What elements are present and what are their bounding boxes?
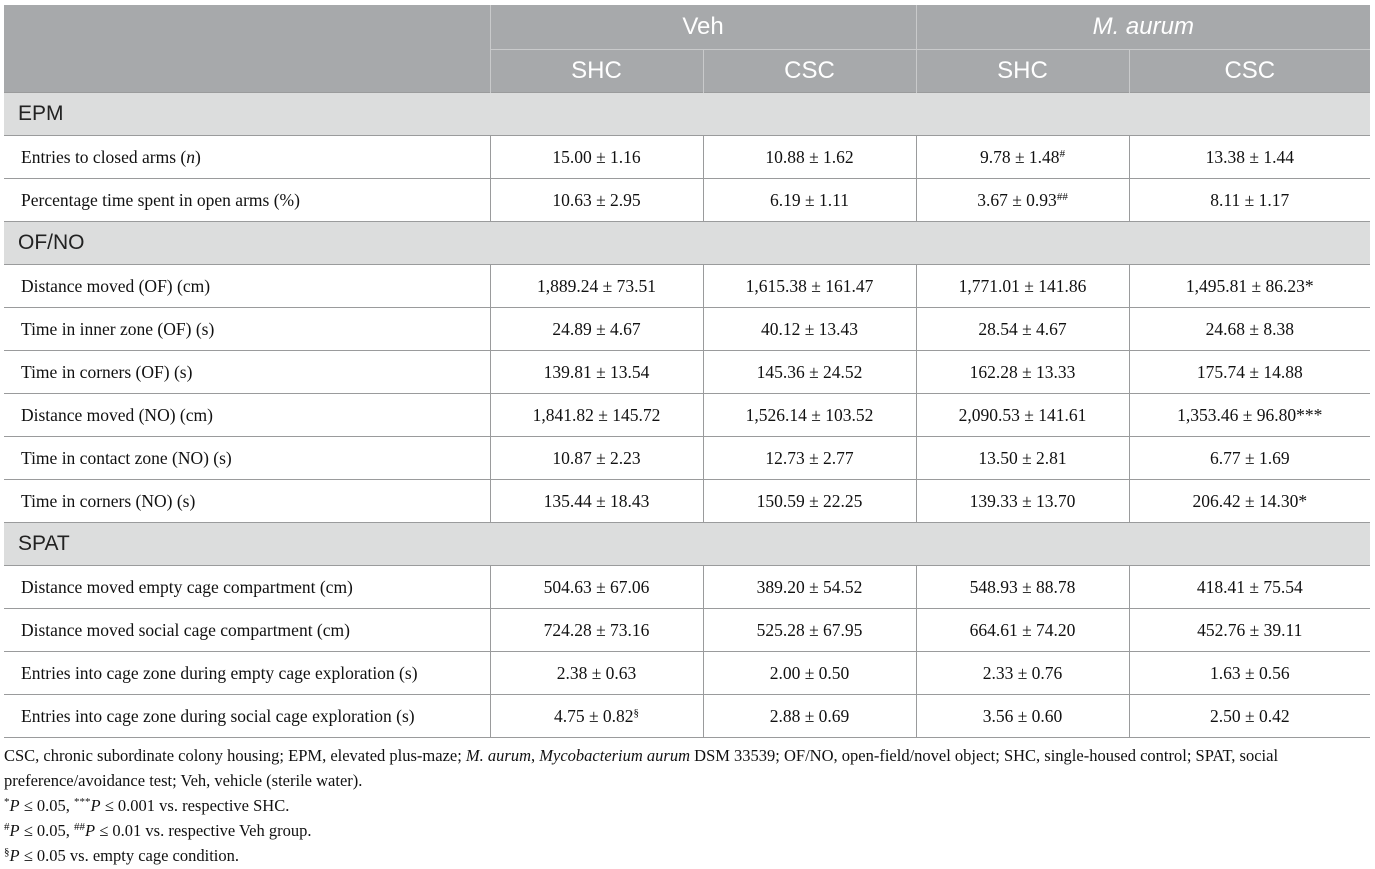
- table-row: [4, 652, 1370, 695]
- table-cell: 12.73 ± 2.77: [703, 437, 916, 480]
- table-cell: 150.59 ± 22.25: [703, 480, 916, 523]
- header-row-subcols: [4, 50, 1370, 93]
- table-row: [4, 179, 1370, 222]
- table-cell: 1.63 ± 0.56: [1129, 652, 1370, 695]
- table-cell: 389.20 ± 54.52: [703, 566, 916, 609]
- table-cell: 13.50 ± 2.81: [916, 437, 1129, 480]
- table-row: [4, 480, 1370, 523]
- table-cell: 2,090.53 ± 141.61: [916, 394, 1129, 437]
- table-cell: 139.33 ± 13.70: [916, 480, 1129, 523]
- table-row: [4, 308, 1370, 351]
- footnote-empty-cage: §P ≤ 0.05 vs. empty cage condition.: [4, 846, 239, 865]
- table-row: [4, 566, 1370, 609]
- row-label: Entries into cage zone during empty cage exploration (s): [4, 652, 490, 695]
- header-group-maurum: M. aurum: [916, 5, 1370, 50]
- header-blank-2: [4, 50, 490, 93]
- row-label: Distance moved social cage compartment (cm): [4, 609, 490, 652]
- table-cell: 162.28 ± 13.33: [916, 351, 1129, 394]
- row-label: Time in corners (NO) (s): [4, 480, 490, 523]
- table-cell: 40.12 ± 13.43: [703, 308, 916, 351]
- table-cell: 1,889.24 ± 73.51: [490, 265, 703, 308]
- header-subcol: SHC: [490, 50, 703, 93]
- table-cell: 24.68 ± 8.38: [1129, 308, 1370, 351]
- table-cell: 548.93 ± 88.78: [916, 566, 1129, 609]
- row-label: Time in inner zone (OF) (s): [4, 308, 490, 351]
- row-label: Entries to closed arms (n): [4, 136, 490, 179]
- table-cell: 175.74 ± 14.88: [1129, 351, 1370, 394]
- table-cell: 145.36 ± 24.52: [703, 351, 916, 394]
- section-title: EPM: [4, 93, 1370, 136]
- table-cell: 206.42 ± 14.30*: [1129, 480, 1370, 523]
- section-row: [4, 222, 1370, 265]
- table-cell: 2.33 ± 0.76: [916, 652, 1129, 695]
- table-cell: 135.44 ± 18.43: [490, 480, 703, 523]
- table-cell: 6.77 ± 1.69: [1129, 437, 1370, 480]
- table-cell: 2.00 ± 0.50: [703, 652, 916, 695]
- table-row: [4, 265, 1370, 308]
- table-row: [4, 437, 1370, 480]
- table-row: [4, 136, 1370, 179]
- table-cell: 10.88 ± 1.62: [703, 136, 916, 179]
- table-row: [4, 609, 1370, 652]
- table-cell: 2.38 ± 0.63: [490, 652, 703, 695]
- footnote-abbreviations: CSC, chronic subordinate colony housing; EPM, elevated plus-maze; M. aurum, Mycobacterium aurum DSM 33539; OF/NO, open-field/novel object; SHC, single-housed control; SPAT, social preference/avoidance test; Veh, vehicle (sterile water).: [4, 746, 1279, 790]
- header-group-veh: Veh: [490, 5, 916, 50]
- table-cell: 2.50 ± 0.42: [1129, 695, 1370, 738]
- table-cell: 24.89 ± 4.67: [490, 308, 703, 351]
- row-label: Entries into cage zone during social cage exploration (s): [4, 695, 490, 738]
- footnote-shc: *P ≤ 0.05, ***P ≤ 0.001 vs. respective SHC.: [4, 796, 290, 815]
- section-title: SPAT: [4, 523, 1370, 566]
- table-cell: 4.75 ± 0.82§: [490, 695, 703, 738]
- table-cell: 10.63 ± 2.95: [490, 179, 703, 222]
- table-cell: 2.88 ± 0.69: [703, 695, 916, 738]
- table-cell: 28.54 ± 4.67: [916, 308, 1129, 351]
- table-cell: 10.87 ± 2.23: [490, 437, 703, 480]
- header-subcol: CSC: [1129, 50, 1370, 93]
- table-cell: 139.81 ± 13.54: [490, 351, 703, 394]
- table-footnotes: [4, 743, 1370, 868]
- table-row: [4, 394, 1370, 437]
- table-cell: 6.19 ± 1.11: [703, 179, 916, 222]
- row-label: Distance moved (NO) (cm): [4, 394, 490, 437]
- table-cell: 8.11 ± 1.17: [1129, 179, 1370, 222]
- row-label: Time in corners (OF) (s): [4, 351, 490, 394]
- section-title: OF/NO: [4, 222, 1370, 265]
- table-body: [4, 93, 1370, 738]
- table-cell: 452.76 ± 39.11: [1129, 609, 1370, 652]
- row-label: Distance moved (OF) (cm): [4, 265, 490, 308]
- table-row: [4, 351, 1370, 394]
- table-cell: 1,615.38 ± 161.47: [703, 265, 916, 308]
- table-cell: 1,526.14 ± 103.52: [703, 394, 916, 437]
- table-cell: 3.56 ± 0.60: [916, 695, 1129, 738]
- table-cell: 15.00 ± 1.16: [490, 136, 703, 179]
- table-cell: 504.63 ± 67.06: [490, 566, 703, 609]
- row-label: Distance moved empty cage compartment (cm): [4, 566, 490, 609]
- results-table: [4, 5, 1370, 738]
- header-row-groups: [4, 5, 1370, 50]
- table-cell: 724.28 ± 73.16: [490, 609, 703, 652]
- row-label: Percentage time spent in open arms (%): [4, 179, 490, 222]
- row-label: Time in contact zone (NO) (s): [4, 437, 490, 480]
- section-row: [4, 523, 1370, 566]
- table-row: [4, 695, 1370, 738]
- header-subcol: SHC: [916, 50, 1129, 93]
- section-row: [4, 93, 1370, 136]
- header-subcol: CSC: [703, 50, 916, 93]
- table-cell: 9.78 ± 1.48#: [916, 136, 1129, 179]
- table-cell: 664.61 ± 74.20: [916, 609, 1129, 652]
- table-cell: 1,771.01 ± 141.86: [916, 265, 1129, 308]
- header-blank: [4, 5, 490, 50]
- table-cell: 13.38 ± 1.44: [1129, 136, 1370, 179]
- footnote-veh: #P ≤ 0.05, ##P ≤ 0.01 vs. respective Veh group.: [4, 821, 312, 840]
- table-cell: 3.67 ± 0.93##: [916, 179, 1129, 222]
- table-cell: 1,841.82 ± 145.72: [490, 394, 703, 437]
- table-cell: 525.28 ± 67.95: [703, 609, 916, 652]
- table-cell: 418.41 ± 75.54: [1129, 566, 1370, 609]
- table-cell: 1,353.46 ± 96.80***: [1129, 394, 1370, 437]
- table-cell: 1,495.81 ± 86.23*: [1129, 265, 1370, 308]
